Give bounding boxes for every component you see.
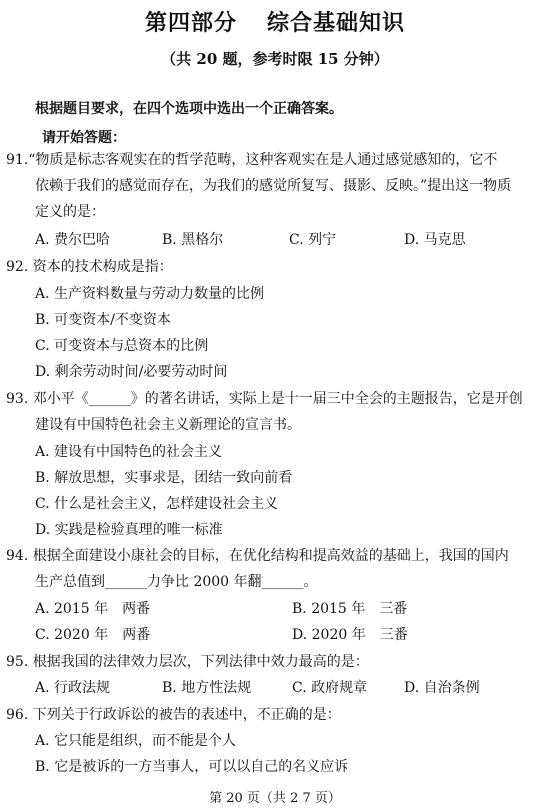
option-c: C. 什么是社会主义，怎样建设社会主义 — [35, 496, 279, 512]
page-title — [0, 6, 550, 37]
option-a: A. 建设有中国特色的社会主义 — [35, 444, 223, 460]
option-b: B. 地方性法规 — [162, 680, 252, 696]
question-line: 92. 资本的技术构成是指： — [6, 259, 173, 275]
option-b: B. 黑格尔 — [162, 232, 224, 248]
page-subtitle: （共 20 题，参考时限 15 分钟） — [161, 50, 389, 68]
option-a: A. 费尔巴哈 — [35, 232, 111, 248]
option-a: A. 行政法规 — [35, 680, 111, 696]
title-part: 第四部分 — [144, 11, 237, 36]
option-d: D. 自治条例 — [404, 680, 480, 696]
option-b: B. 它是被诉的一方当事人，可以以自己的名义应诉 — [35, 759, 349, 775]
option-a: A. 2015 年 两番 — [35, 601, 151, 617]
option-c: C. 列宁 — [289, 232, 337, 248]
question-line: 依赖于我们的感觉而存在，为我们的感觉所复写、摄影、反映。”提出这一物质 — [35, 178, 512, 194]
question-line: 生产总值到______力争比 2000 年翻______。 — [35, 574, 318, 590]
option-c: C. 政府规章 — [292, 680, 368, 696]
option-c: C. 2020 年 两番 — [35, 627, 151, 643]
page-number: 第 20 页（共 2 7 页） — [209, 791, 341, 806]
option-d: D. 2020 年 三番 — [292, 627, 408, 643]
question-line: 95. 根据我国的法律效力层次，下列法律中效力最高的是： — [6, 654, 369, 670]
question-line: 94. 根据全面建设小康社会的目标，在优化结构和提高效益的基础上，我国的国内 — [6, 548, 509, 564]
title-name: 综合基础知识 — [267, 11, 406, 36]
option-a: A. 生产资料数量与劳动力数量的比例 — [35, 286, 265, 302]
option-d: D. 剩余劳动时间/必要劳动时间 — [35, 364, 228, 380]
option-a: A. 它只能是组织，而不能是个人 — [35, 733, 237, 749]
instruction-text: 根据题目要求，在四个选项中选出一个正确答案。 — [35, 101, 343, 117]
question-line: 建设有中国特色社会主义新理论的宣言书。 — [35, 417, 301, 433]
start-prompt: 请开始答题： — [42, 130, 126, 146]
question-line: 93. 邓小平《______》的著名讲话，实际上是十一届三中全会的主题报告，它是开创 — [6, 391, 523, 407]
option-b: B. 可变资本/不变资本 — [35, 312, 171, 328]
question-line: 91.“物质是标志客观实在的哲学范畴，这种客观实在是人通过感觉感知的，它不 — [6, 152, 498, 168]
option-b: B. 解放思想，实事求是，团结一致向前看 — [35, 470, 293, 486]
question-line: 定义的是： — [35, 204, 105, 220]
question-line: 96. 下列关于行政诉讼的被告的表述中，不正确的是： — [6, 707, 341, 723]
option-b: B. 2015 年 三番 — [292, 601, 408, 617]
option-d: D. 实践是检验真理的唯一标准 — [35, 522, 223, 538]
option-c: C. 可变资本与总资本的比例 — [35, 338, 209, 354]
option-d: D. 马克思 — [404, 232, 466, 248]
